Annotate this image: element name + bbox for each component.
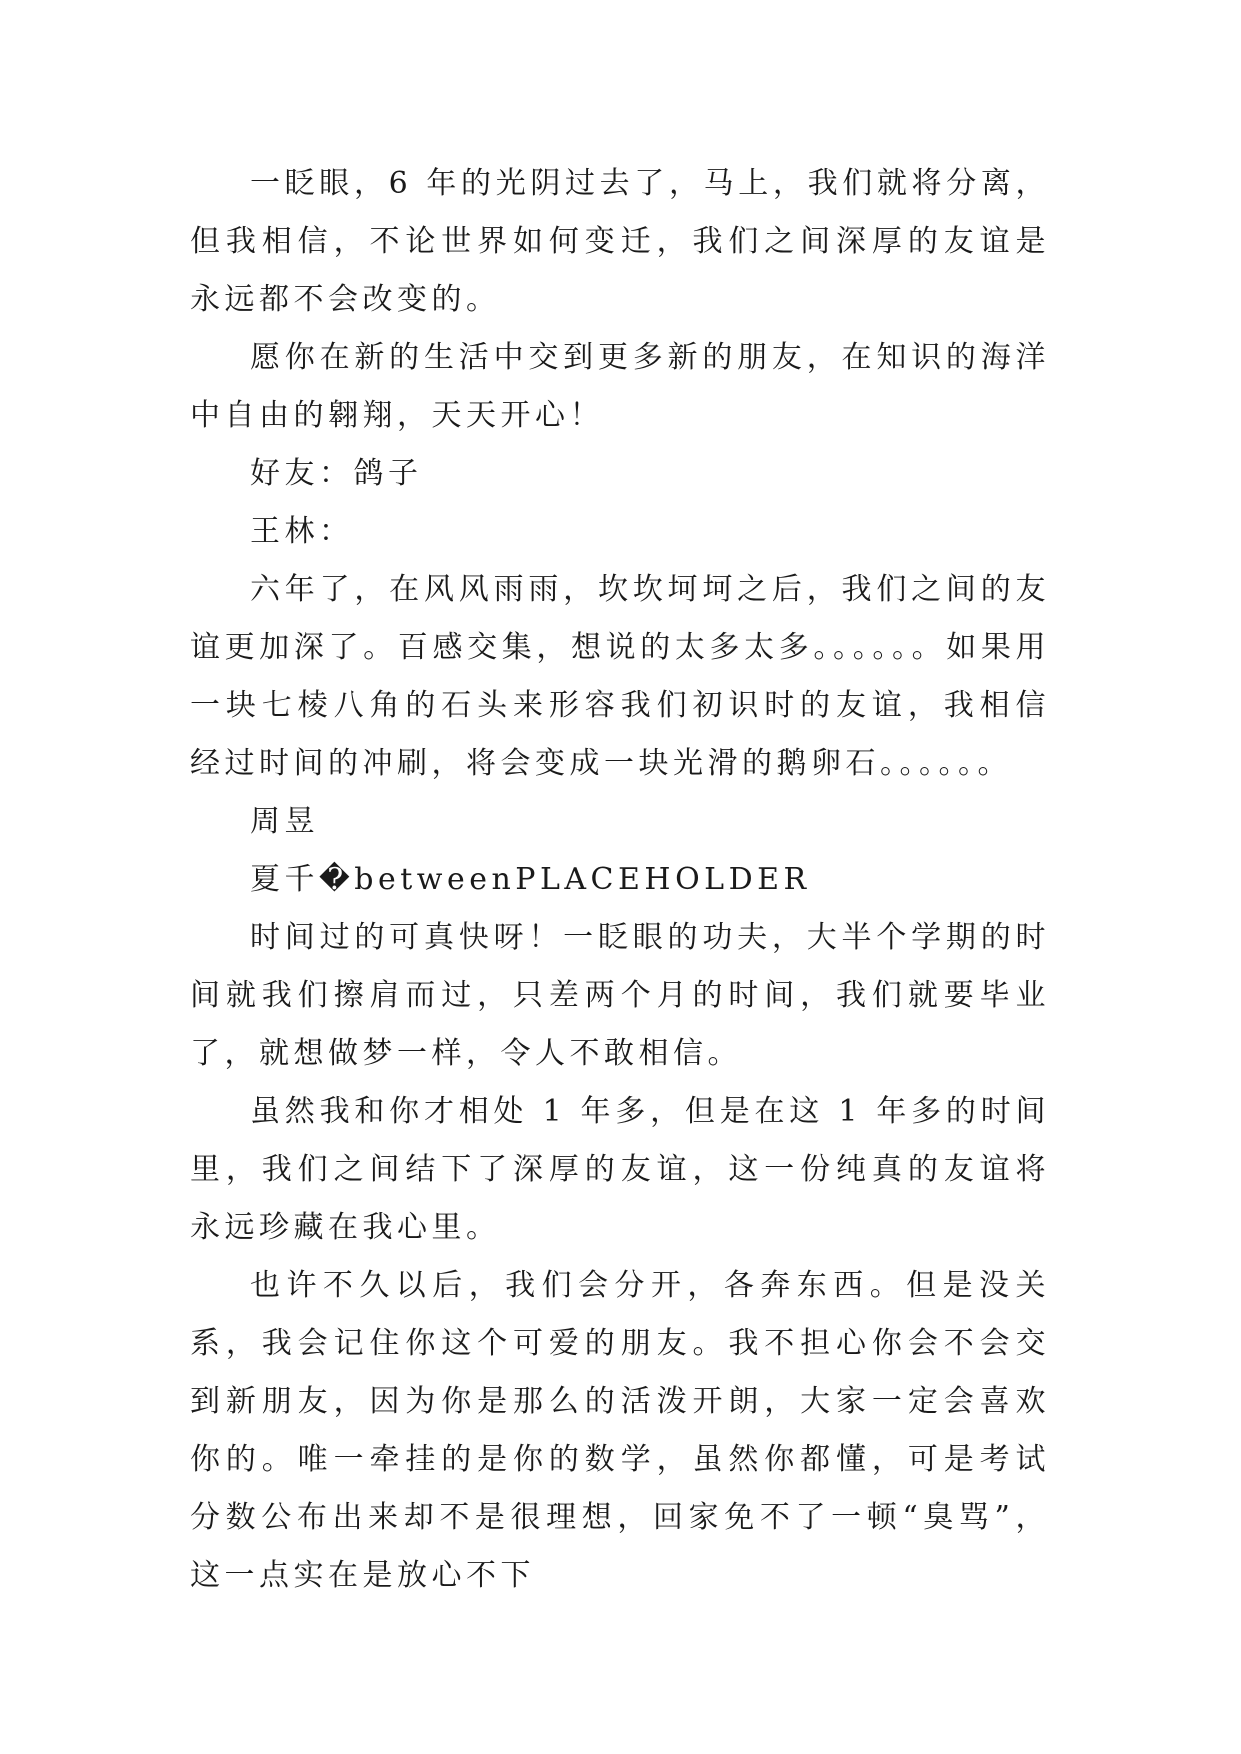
salutation: 王林： (250, 514, 354, 549)
document-body (190, 155, 1050, 1605)
paragraph: 愿你在新的生活中交到更多新的朋友，在知识的海洋中自由的翱翔，天天开心！ (190, 340, 1050, 433)
paragraph: 虽然我和你才相处 1 年多，但是在这 1 年多的时间里，我们之间结下了深厚的友谊，这一份纯真的友谊将永远珍藏在我心里。 (190, 1094, 1050, 1245)
paragraph: 一眨眼，6 年的光阴过去了，马上，我们就将分离，但我相信，不论世界如何变迁，我们之间深厚的友谊是永远都不会改变的。 (190, 166, 1050, 317)
signature-line: 好友：鸽子 (250, 456, 423, 491)
paragraph: 六年了，在风风雨雨，坎坎坷坷之后，我们之间的友谊更加深了。百感交集，想说的太多太多。。。。。。如果用一块七棱八角的石头来形容我们初识时的友谊，我相信经过时间的冲刷，将会变成一块光滑的鹅卵石。。。。。。 (190, 572, 1050, 781)
salutation: 夏千�betweenPLACEHOLDER (250, 862, 811, 897)
paragraph: 时间过的可真快呀！一眨眼的功夫，大半个学期的时间就我们擦肩而过，只差两个月的时间，我们就要毕业了，就想做梦一样，令人不敢相信。 (190, 920, 1050, 1071)
signature-line: 周昱 (250, 804, 319, 839)
paragraph: 也许不久以后，我们会分开，各奔东西。但是没关系，我会记住你这个可爱的朋友。我不担心你会不会交到新朋友，因为你是那么的活泼开朗，大家一定会喜欢你的。唯一牵挂的是你的数学，虽然你都懂，可是考试分数公布出来却不是很理想，回家免不了一顿“臭骂”，这一点实在是放心不下 (190, 1268, 1050, 1593)
